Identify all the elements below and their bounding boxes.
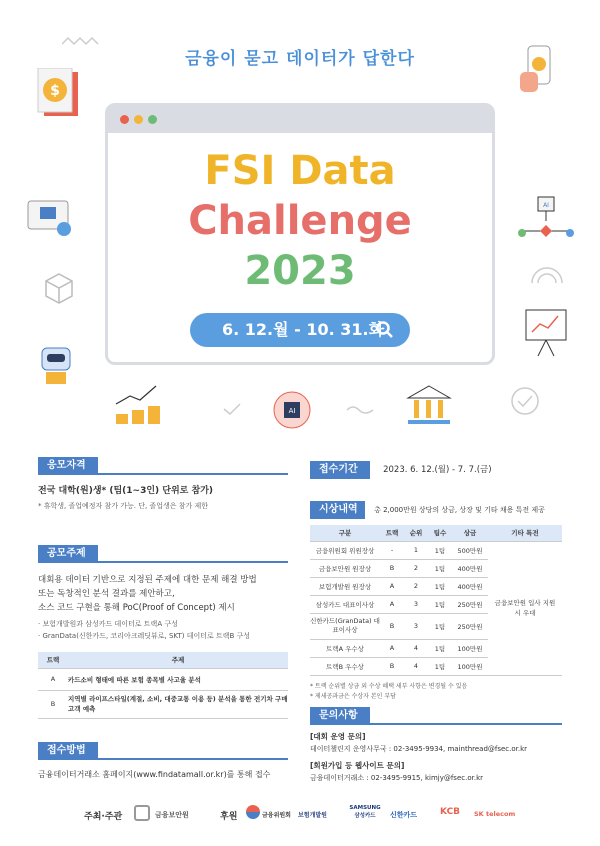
topic-track-a: A (38, 668, 68, 690)
award-track: - (380, 541, 404, 559)
coin-growth-icon (112, 382, 168, 428)
bank-card-icon (26, 195, 78, 245)
topic-bullet-2: · GranData(신한카드, 코리아크레딧뷰로, SKT) 데이터로 트랙B 구성 (38, 632, 251, 640)
awards-heading: 시상내역 (310, 501, 365, 519)
footer-sponsor-label: 후원 (220, 812, 238, 822)
award-rank: 3 (404, 613, 428, 639)
award-teams: 1팀 (428, 639, 452, 657)
topic-heading: 공모주제 (38, 545, 98, 563)
period-heading: 접수기간 (310, 461, 370, 479)
awards-summary: 총 2,000만원 상당의 상금, 상장 및 기타 채용 특전 제공 (374, 506, 545, 514)
table-row (38, 668, 288, 690)
fsi-logo-icon (134, 805, 150, 821)
topic-subject-b: 지역별 라이프스타일(계절, 소비, 대중교통 이용 등) 분석을 통한 전기차 구매 고객 예측 (68, 690, 288, 718)
eligibility-main: 전국 대학(원)생* (팀(1~3인) 단위로 참가) (38, 486, 214, 496)
ai-brain-icon (270, 388, 314, 432)
award-name: 트랙A 우수상 (310, 639, 380, 657)
footer (0, 800, 600, 830)
awards-table (310, 525, 562, 676)
svg-text:AI: AI (288, 407, 296, 415)
award-track: A (380, 595, 404, 613)
award-rank: 2 (404, 577, 428, 595)
sponsor-samsung-card: SAMSUNG 삼성카드 (349, 805, 381, 819)
robot-icon (36, 340, 76, 388)
bank-building-icon (406, 384, 452, 428)
submit-body: 금융데이터거래소 홈페이지(www.findatamall.or.kr)를 통해 접수 (38, 770, 271, 779)
eligibility-section (38, 457, 288, 511)
date-range: 6. 12.월 - 10. 31.화 (222, 320, 385, 339)
ai-chip-diagram-icon (516, 195, 576, 245)
contact-heading: 문의사항 (310, 707, 370, 725)
check-circle-icon (510, 386, 540, 416)
award-name: 삼성카드 대표이사상 (310, 595, 380, 613)
footer-host-label: 주최·주관 (84, 812, 123, 822)
submit-section (38, 742, 288, 782)
award-name: 신한카드(GranData) 대표이사상 (310, 613, 380, 639)
award-rank: 4 (404, 639, 428, 657)
award-track: B (380, 657, 404, 675)
award-teams: 1팀 (428, 595, 452, 613)
fsc-logo-icon (246, 805, 260, 819)
eligibility-heading: 응모자격 (38, 457, 98, 475)
award-track: A (380, 639, 404, 657)
sponsor-shinhan: 신한카드 (390, 811, 418, 819)
contact-web-line: 금융데이터거래소 : 02-3495-9915, kimjy@fsec.or.kr (310, 774, 484, 782)
search-icon (376, 321, 394, 339)
sponsor-skt: SK telecom (474, 810, 516, 818)
title-line-1: FSI Data (204, 148, 396, 194)
award-prize: 100만원 (452, 657, 488, 675)
awards-note-2: * 제세공과금은 수상자 본인 부담 (310, 692, 396, 700)
contact-line (370, 723, 562, 725)
award-rank: 2 (404, 559, 428, 577)
award-teams: 1팀 (428, 559, 452, 577)
award-prize: 400만원 (452, 559, 488, 577)
cube-icon (44, 272, 74, 304)
award-prize: 400만원 (452, 577, 488, 595)
sponsor-kidi: 보험개발원 (298, 812, 327, 819)
award-prize: 250만원 (452, 595, 488, 613)
award-prize: 250만원 (452, 613, 488, 639)
award-name: 트랙B 우수상 (310, 657, 380, 675)
period-value: 2023. 6. 12.(월) - 7. 7.(금) (383, 465, 492, 475)
sponsor-kcb: KCB (440, 807, 461, 817)
topic-line (98, 561, 288, 563)
dollar-document-icon (36, 68, 80, 120)
award-prize: 500만원 (452, 541, 488, 559)
award-track: B (380, 559, 404, 577)
svg-text:AI: AI (543, 202, 549, 209)
mobile-payment-icon (520, 44, 566, 96)
award-name: 금융위원회 위원장상 (310, 541, 380, 559)
awards-note-1: * 트랙 순위별 상금 외 수상 혜택 세부 사항은 변경될 수 있음 (310, 682, 468, 690)
period-section (310, 457, 562, 479)
awards-th-extra: 기타 특전 (488, 525, 562, 541)
award-teams: 1팀 (428, 541, 452, 559)
topic-body-1: 대회용 데이터 기반으로 지정된 주제에 대한 문제 해결 방법 (38, 575, 257, 585)
title-line-3: 2023 (244, 248, 356, 294)
award-rank: 4 (404, 657, 428, 675)
close-dot-icon (120, 115, 129, 124)
topic-subject-a: 카드소비 형태에 따른 보험 종목별 사고율 분석 (68, 668, 288, 690)
title-line-2: Challenge (188, 198, 412, 244)
topic-table (38, 652, 288, 719)
wave-decoration-icon (345, 402, 375, 414)
award-name: 보험개발원 원장상 (310, 577, 380, 595)
award-rank: 3 (404, 595, 428, 613)
award-teams: 1팀 (428, 657, 452, 675)
award-track: B (380, 613, 404, 639)
topic-track-b: B (38, 690, 68, 718)
eligibility-line (98, 473, 288, 475)
award-prize: 100만원 (452, 639, 488, 657)
maximize-dot-icon (148, 115, 157, 124)
svg-text:$: $ (50, 83, 60, 99)
award-track: A (380, 577, 404, 595)
zigzag-decoration-icon (62, 36, 102, 46)
footer-host: 금융보안원 (155, 811, 189, 819)
check-decoration-icon (222, 402, 242, 416)
date-search-bar (190, 313, 410, 347)
award-name: 금융보안원 원장상 (310, 559, 380, 577)
award-teams: 1팀 (428, 613, 452, 639)
award-rank: 1 (404, 541, 428, 559)
minimize-dot-icon (134, 115, 143, 124)
award-extra: 금융보안원 입사 지원 시 우대 (488, 541, 562, 675)
topic-th-track: 트랙 (38, 652, 68, 668)
awards-th-teams: 팀수 (428, 525, 452, 541)
contact-section (310, 707, 562, 783)
topic-th-subject: 주제 (68, 652, 288, 668)
awards-th-name: 구분 (310, 525, 380, 541)
topic-body-3: 소스 코드 구현을 통해 PoC(Proof of Concept) 제시 (38, 603, 235, 613)
topic-body-2: 또는 독창적인 분석 결과를 제안하고, (38, 589, 175, 599)
submit-line (98, 758, 288, 760)
awards-th-prize: 상금 (452, 525, 488, 541)
submit-heading: 접수방법 (38, 742, 98, 760)
contact-ops-line: 데이터챌린지 운영사무국 : 02-3495-9934, mainthread@fsec.or.kr (310, 745, 528, 753)
sponsor-fsc: 금융위원회 (262, 812, 291, 819)
topic-bullet-1: · 보험개발원과 삼성카드 데이터로 트랙A 구성 (38, 620, 178, 628)
table-row (310, 541, 562, 559)
contact-web-title: [회원가입 등 웹사이트 문의] (310, 761, 405, 770)
awards-th-rank: 순위 (404, 525, 428, 541)
awards-th-track: 트랙 (380, 525, 404, 541)
signal-waves-icon (530, 265, 564, 285)
topic-section (38, 545, 288, 719)
contact-ops-title: [대회 운영 문의] (310, 732, 366, 741)
slogan: 금융이 묻고 데이터가 답한다 (185, 49, 415, 69)
presentation-chart-icon (524, 306, 568, 360)
award-teams: 1팀 (428, 577, 452, 595)
awards-section (310, 497, 562, 702)
table-row (38, 690, 288, 718)
eligibility-note: * 휴학생, 졸업예정자 참가 가능. 단, 졸업생은 참가 제한 (38, 502, 208, 510)
browser-titlebar (108, 106, 492, 133)
